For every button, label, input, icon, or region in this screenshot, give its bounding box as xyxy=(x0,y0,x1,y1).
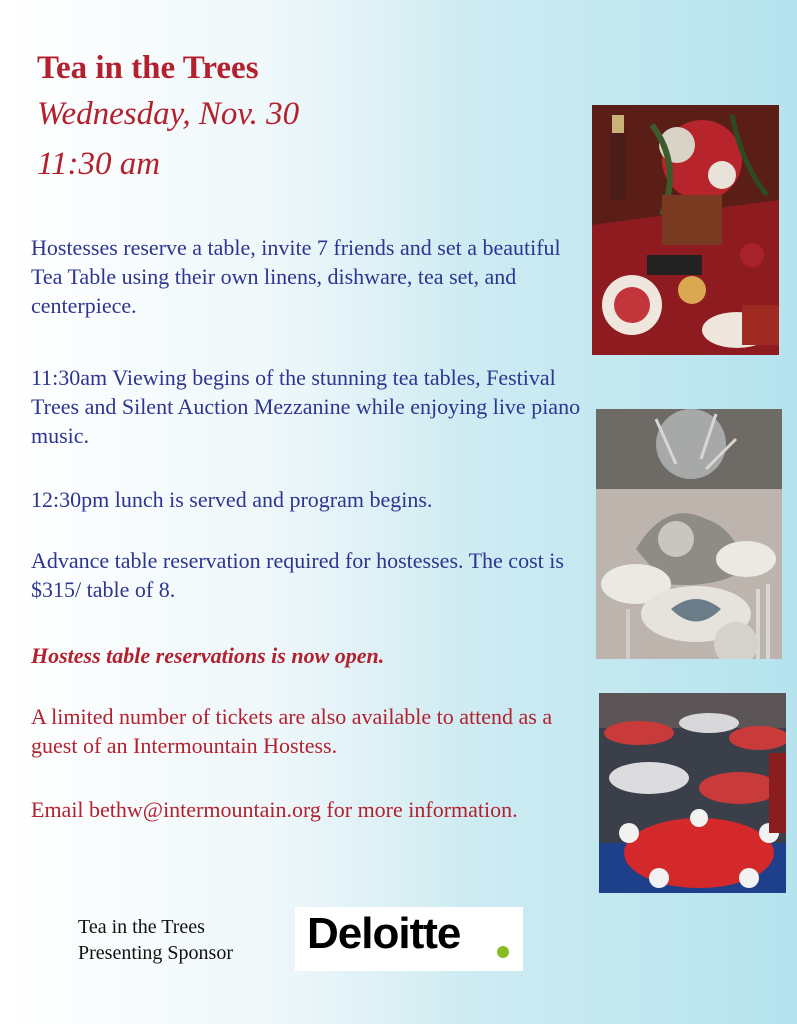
lunch-schedule: 12:30pm lunch is served and program begins. xyxy=(31,487,433,512)
tea-table-photo-red xyxy=(592,105,779,355)
event-time: 11:30 am xyxy=(37,146,161,182)
sponsor-line-1: Tea in the Trees xyxy=(78,916,205,938)
viewing-schedule: 11:30am Viewing begins of the stunning tea tables, Festival Trees and Silent Auction Mezzanine while enjoying live piano music. xyxy=(31,365,581,448)
deloitte-green-dot xyxy=(497,946,509,958)
sponsor-caption xyxy=(78,914,233,966)
deloitte-logo xyxy=(295,907,523,971)
deloitte-logo-text: Deloitte xyxy=(307,909,461,958)
event-date: Wednesday, Nov. 30 xyxy=(37,96,300,132)
ballroom-tables-photo xyxy=(599,693,786,893)
tea-table-photo-silver xyxy=(596,409,782,659)
event-title: Tea in the Trees xyxy=(37,50,259,86)
sponsor-line-2: Presenting Sponsor xyxy=(78,942,233,964)
guest-tickets-info: A limited number of tickets are also available to attend as a guest of an Intermountain Hostess. xyxy=(31,704,553,758)
hostess-description: Hostesses reserve a table, invite 7 friends and set a beautiful Tea Table using their own linens, dishware, tea set, and centerpiece. xyxy=(31,235,561,318)
contact-email-info: Email bethw@intermountain.org for more information. xyxy=(31,797,518,822)
reservation-cost: Advance table reservation required for hostesses. The cost is $315/ table of 8. xyxy=(31,548,564,602)
reservations-open-notice: Hostess table reservations is now open. xyxy=(31,643,385,668)
